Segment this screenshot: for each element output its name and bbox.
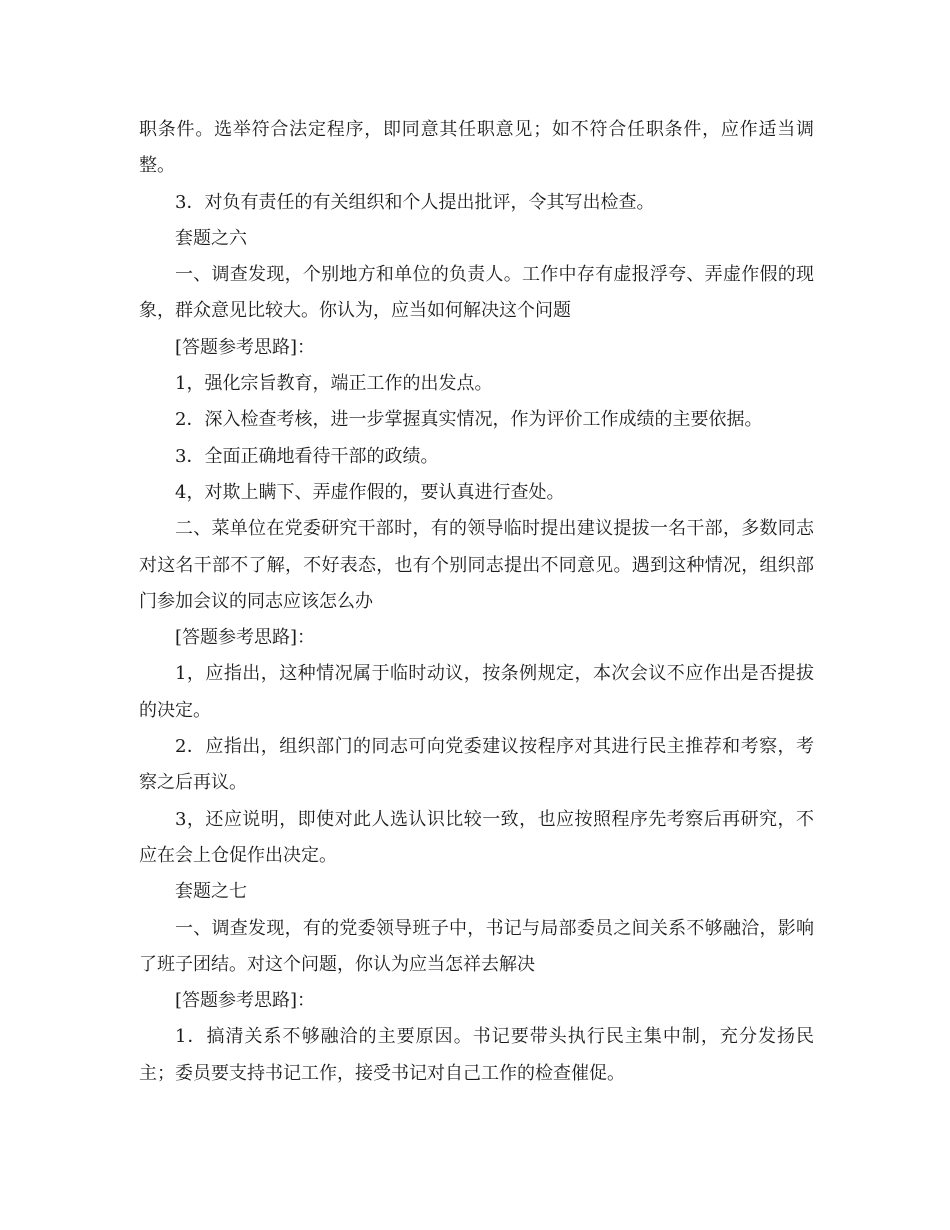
paragraph-1: 职条件。选举符合法定程序，即同意其任职意见；如不符合任职条件，应作适当调整。 [139,119,814,177]
answer-item: 1，应指出，这种情况属于临时动议，按条例规定，本次会议不应作出是否提拔的决定。 [139,663,814,721]
answer-item: 3，还应说明，即使对此人选认识比较一致，也应按照程序先考察后再研究，不应在会上仓促作出决定。 [139,808,814,866]
question-7-1: 一、调查发现，有的党委领导班子中，书记与局部委员之间关系不够融洽，影响了班子团结。对这个问题，你认为应当怎祥去解决 [139,917,814,975]
question-6-1: 一、调查发现，个别地方和单位的负责人。工作中存有虚报浮夸、弄虚作假的现象，群众意见比较大。你认为，应当如何解决这个问题 [139,264,814,322]
answer-item: 1，强化宗旨教育，端正工作的出发点。 [175,373,493,395]
question-6-2: 二、菜单位在党委研究干部时，有的领导临时提出建议提拔一名干部，多数同志对这名干部不了解，不好表态，也有个别同志提出不同意见。遇到这种情况，组织部门参加会议的同志应该怎么办 [139,518,814,612]
document-page [139,112,814,1092]
section-heading-6: 套题之六 [175,227,247,249]
answer-item: 3．全面正确地看待干部的政绩。 [175,445,439,467]
answer-label: [答题参考思路]： [175,990,316,1012]
answer-item: 1．搞清关系不够融洽的主要原因。书记要带头执行民主集中制，充分发扬民主；委员要支持书记工作，接受书记对自己工作的检查催促。 [139,1026,814,1084]
answer-item: 4，对欺上瞒下、弄虚作假的，要认真进行查处。 [175,481,565,503]
answer-item: 2．深入检查考核，进一步掌握真实情况，作为评价工作成绩的主要依据。 [175,409,763,431]
section-heading-7: 套题之七 [175,881,247,903]
answer-label: [答题参考思路]： [175,627,316,649]
answer-item: 2．应指出，组织部门的同志可向党委建议按程序对其进行民主推荐和考察，考察之后再议。 [139,736,814,794]
paragraph-2: 3．对负有责任的有关组织和个人提出批评，令其写出检查。 [175,191,655,213]
answer-label: [答题参考思路]： [175,336,316,358]
